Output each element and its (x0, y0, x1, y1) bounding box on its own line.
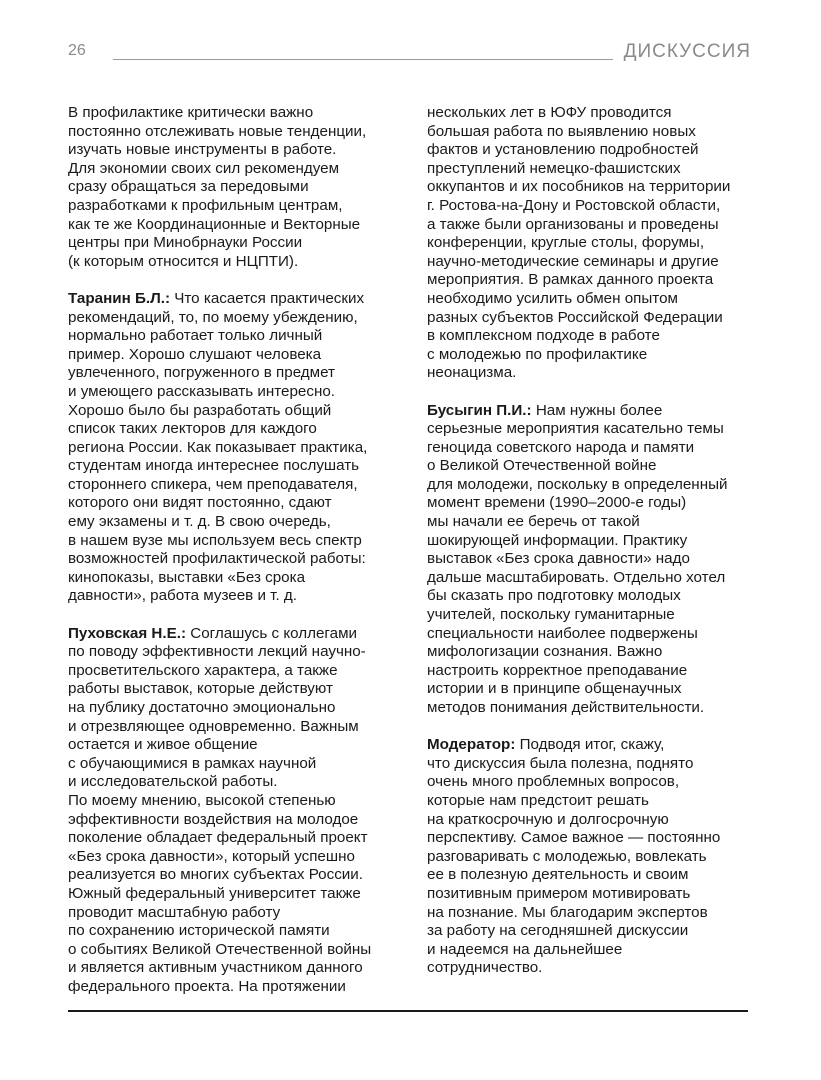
paragraph-taranin (68, 290, 413, 606)
speaker-text: Соглашусь с коллегами по поводу эффективности лекций научно- просветительского характера, а также работы выставок, которые действуют на публику достаточно эмоционально и отрезвляющее одновременно. Важным остается и живое общение с обучающимися в рамках научной и исследовательской работы. По моему мнению, высокой степенью эффективности воздействия на молодое поколение обладает федеральный проект «Без срока давности», который успешно реализуется во многих субъектах России. Южный федеральный университет также проводит масштабную работу по сохранению исторической памяти о событиях Великой Отечественной войны и является активным участником данного федерального проекта. На протяжении (68, 624, 372, 995)
speaker-name: Пуховская Н.Е.: (68, 624, 187, 642)
speaker-text: Подводя итог, скажу, что дискуссия была полезна, поднято очень много проблемных вопросов, которые нам предстоит решать на краткосрочную и долгосрочную перспективу. Самое важное — постоянно разговаривать с молодежью, вовлекать ее в полезную деятельность и своим позитивным примером мотивировать на познание. Мы благодарим экспертов за работу на сегодняшней дискуссии и надеемся на дальнейшее сотрудничество. (427, 736, 721, 977)
speaker-name: Бусыгин П.И.: (427, 401, 532, 419)
footer-divider (68, 1010, 748, 1012)
left-column (68, 104, 413, 1015)
paragraph-busygin (427, 402, 772, 718)
speaker-text: Что касается практических рекомендаций, то, по моему убеждению, нормально работает только личный пример. Хорошо слушают человека увлеченного, погруженного в предмет и умеющего рассказывать интересно. Хорошо было бы разработать общий список таких лекторов для каждого региона России. Как показывает практика, студентам иногда интереснее послушать стороннего спикера, чем преподавателя, которого они видят постоянно, сдают ему экзамены и т. д. В свою очередь, в нашем вузе мы используем весь спектр возможностей профилактической работы: кинопоказы, выставки «Без срока давности», работа музеев и т. д. (68, 289, 368, 605)
paragraph-pukhovskaya (68, 625, 413, 997)
paragraph-continuation: нескольких лет в ЮФУ проводится большая работа по выявлению новых фактов и установлению подробностей преступлений немецко-фашистских оккупантов и их пособников на территории г. Ростова-на-Дону и Ростовской области, а также были организованы и проведены конференции, круглые столы, форумы, научно-методические семинары и другие мероприятия. В рамках данного проекта необходимо усилить обмен опытом разных субъектов Российской Федерации в комплексном подходе в работе с молодежью по профилактике неонацизма. (427, 104, 731, 382)
speaker-name: Модератор: (427, 736, 516, 754)
paragraph-intro: В профилактике критически важно постоянно отслеживать новые тенденции, изучать новые инструменты в работе. Для экономии своих сил рекомендуем сразу обращаться за передовыми разработками к профильным центрам, как те же Координационные и Векторные центры при Минобрнауки России (к которым относится и НЦПТИ). (68, 104, 367, 270)
speaker-text: Нам нужны более серьезные мероприятия касательно темы геноцида советского народа и памяти о Великой Отечественной войне для молодежи, поскольку в определенный момент времени (1990–2000-е годы) мы начали ее беречь от такой шокирующей информации. Практику выставок «Без срока давности» надо дальше масштабировать. Отдельно хотел бы сказать про подготовку молодых учителей, поскольку гуманитарные специальности наиболее подвержены мифологизации сознания. Важно настроить корректное преподавание истории и в принципе общенаучных методов понимания действительности. (427, 401, 728, 716)
right-column (427, 104, 772, 997)
page-number: 26 (68, 42, 86, 59)
header-divider (113, 59, 613, 60)
section-title: ДИСКУССИЯ (623, 41, 751, 62)
paragraph-moderator (427, 736, 772, 978)
speaker-name: Таранин Б.Л.: (68, 289, 171, 307)
